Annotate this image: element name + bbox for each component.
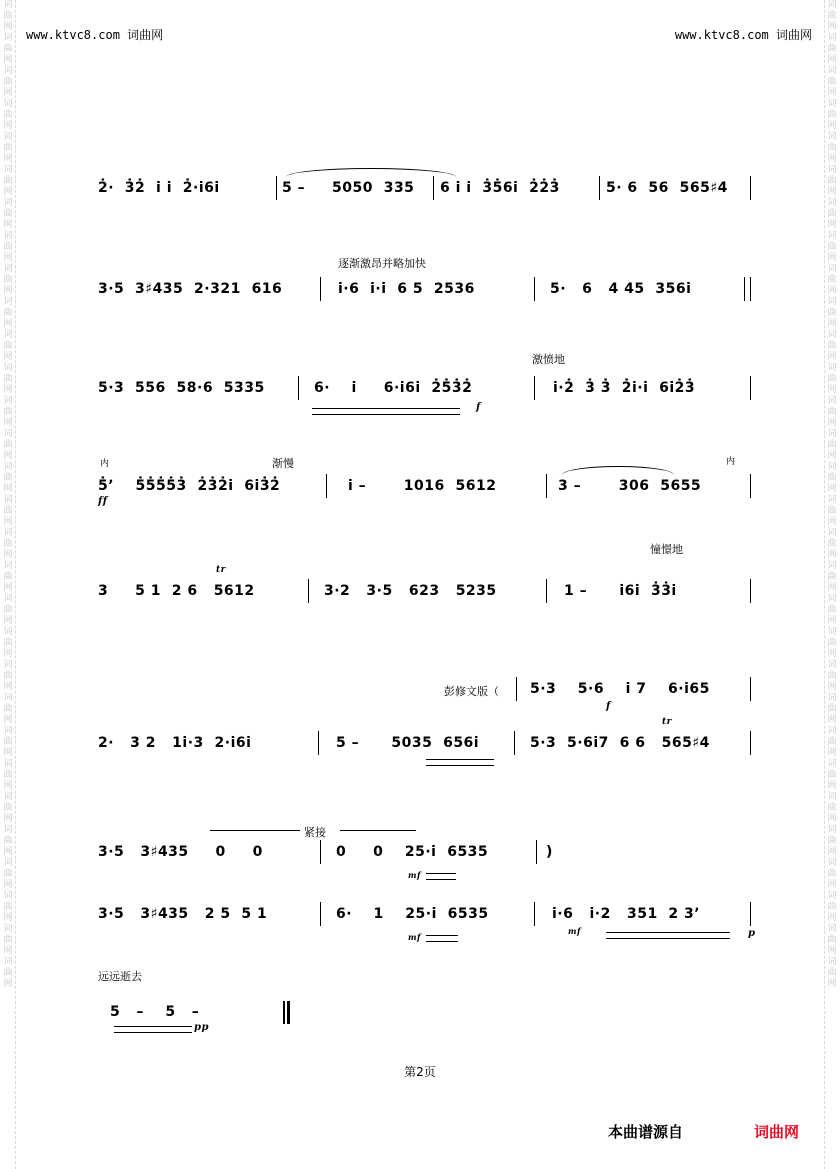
bar-line <box>534 376 535 400</box>
bar-line <box>750 176 751 200</box>
bar-line <box>308 579 309 603</box>
annotation-peng-version: 彭修文版（ <box>444 685 499 698</box>
measure: i̇ – 1016 5612 <box>348 478 497 494</box>
dynamic-mezzoforte: mf <box>568 926 581 936</box>
crescendo-hairpin <box>426 935 458 942</box>
continuation-line <box>210 830 300 831</box>
bar-line <box>318 731 319 755</box>
annotation-gradual: 逐渐激昂并略加快 <box>338 257 426 270</box>
annotation-distant: 远远逝去 <box>98 970 142 983</box>
tie <box>286 168 456 177</box>
bar-line <box>320 277 321 301</box>
measure: 3·5 3♯435 2·321 616 <box>98 281 283 297</box>
page-number: 第2页 <box>404 1065 436 1079</box>
measure: 5 – 5 – <box>110 1004 200 1020</box>
bar-line <box>750 277 751 301</box>
annotation-melancholy: 憧憬地 <box>650 543 683 556</box>
crescendo-hairpin <box>312 408 460 415</box>
measure: 5·3 5·6 i̇ 7 6·i̇65 <box>530 681 710 697</box>
brand-link[interactable]: 词曲网 <box>754 1123 800 1141</box>
decrescendo-hairpin <box>426 759 494 766</box>
bar-line <box>320 902 321 926</box>
bar-line <box>534 902 535 926</box>
dynamic-mezzoforte: mf <box>408 932 421 942</box>
trill-mark: tr <box>662 717 672 727</box>
bar-line <box>514 731 515 755</box>
dynamic-forte: f <box>476 402 481 413</box>
final-bar-thick <box>287 1001 290 1024</box>
side-watermark-right: 词曲网词曲网词曲网词曲网词曲网词曲网词曲网词曲网词曲网词曲网词曲网词曲网词曲网词曲网词曲网词曲网词曲网词曲网词曲网词曲网词曲网词曲网词曲网词曲网词曲网词曲网词曲网词曲网词曲网词曲网 <box>824 0 839 1169</box>
side-watermark-left: 词曲网词曲网词曲网词曲网词曲网词曲网词曲网词曲网词曲网词曲网词曲网词曲网词曲网词曲网词曲网词曲网词曲网词曲网词曲网词曲网词曲网词曲网词曲网词曲网词曲网词曲网词曲网词曲网词曲网词曲网 <box>1 0 16 1169</box>
measure: 5· 6 4 45 356i̇ <box>550 281 692 297</box>
measure: 3·5 3♯435 2 5 5 1 <box>98 906 268 922</box>
bar-line <box>750 474 751 498</box>
annotation-tight: 紧接 <box>304 826 326 839</box>
bar-line <box>750 579 751 603</box>
inner-mark: 内 <box>726 457 736 467</box>
bar-line <box>750 902 751 926</box>
measure: 5 – 5035 656i̇ <box>336 735 480 751</box>
measure: 3 – 306 5655 <box>558 478 702 494</box>
measure: 5· 6 56 565♯4 <box>606 180 728 196</box>
site-url-right[interactable]: www.ktvc8.com 词曲网 <box>674 28 812 42</box>
measure: 0 0 25·i̇ 6535 <box>336 844 489 860</box>
bar-line <box>298 376 299 400</box>
inner-mark: 内 <box>100 459 110 469</box>
bar-line <box>744 277 745 301</box>
measure: 6· i̇ 6·i̇6i̇ 2̇5̇3̇2̇ <box>314 380 473 396</box>
annotation-slower: 渐慢 <box>272 457 294 470</box>
bar-line <box>516 677 517 701</box>
bar-line <box>750 677 751 701</box>
continuation-line <box>340 830 416 831</box>
bar-line <box>326 474 327 498</box>
bar-line <box>546 474 547 498</box>
measure: 5·3 5·6i̇7 6 6 565♯4 <box>530 735 710 751</box>
source-credit: 本曲谱源自 <box>608 1123 684 1141</box>
decrescendo-hairpin <box>606 932 730 939</box>
bar-line <box>534 277 535 301</box>
measure: 5·3 556 58·6 5335 <box>98 380 265 396</box>
trill-mark: tr <box>216 565 226 575</box>
bar-line <box>750 376 751 400</box>
measure: 2̇· 3̇2̇ i̇ i̇ 2̇·i̇6i̇ <box>98 180 220 196</box>
crescendo-hairpin <box>426 873 456 880</box>
measure: 3·2 3·5 623 5235 <box>324 583 497 599</box>
dynamic-fortissimo: ff <box>98 496 108 507</box>
measure: 5 – 5050 335 <box>282 180 415 196</box>
bar-line <box>276 176 277 200</box>
measure: i̇·6 i̇·2 351 2 3ʼ <box>552 906 701 922</box>
measure: 3 5 1 2 6 5612 <box>98 583 255 599</box>
site-url-left[interactable]: www.ktvc8.com 词曲网 <box>26 28 164 42</box>
dynamic-forte: f <box>606 701 611 712</box>
final-bar-thin <box>283 1001 285 1024</box>
measure: 5̇ʼ 5̇5̇5̇5̇3̇ 2̇3̇2̇i̇ 6i̇3̇2̇ <box>98 478 281 494</box>
dynamic-piano: p <box>748 928 756 939</box>
measure: 1 – i̇6i̇ 3̇3̇i̇ <box>564 583 677 599</box>
bar-line <box>750 731 751 755</box>
bar-line <box>599 176 600 200</box>
measure: 2· 3 2 1i̇·3 2·i̇6i̇ <box>98 735 252 751</box>
annotation-passionate: 激愤地 <box>532 353 565 366</box>
dynamic-pianissimo: pp <box>194 1022 209 1033</box>
measure: 6· 1 25·i̇ 6535 <box>336 906 489 922</box>
bar-line <box>433 176 434 200</box>
measure: 3·5 3♯435 0 0 <box>98 844 263 860</box>
measure: i̇·6 i̇·i̇ 6 5 2536 <box>338 281 475 297</box>
bar-line <box>536 840 537 864</box>
bar-line <box>320 840 321 864</box>
closing-parenthesis: ) <box>546 844 553 860</box>
decrescendo-hairpin <box>114 1026 192 1033</box>
bar-line <box>546 579 547 603</box>
dynamic-mezzoforte: mf <box>408 870 421 880</box>
measure: i̇·2̇ 3̇ 3̇ 2̇i̇·i̇ 6i̇2̇3̇ <box>553 380 696 396</box>
measure: 6 i̇ i̇ 3̇5̇6i̇ 2̇2̇3̇ <box>440 180 560 196</box>
